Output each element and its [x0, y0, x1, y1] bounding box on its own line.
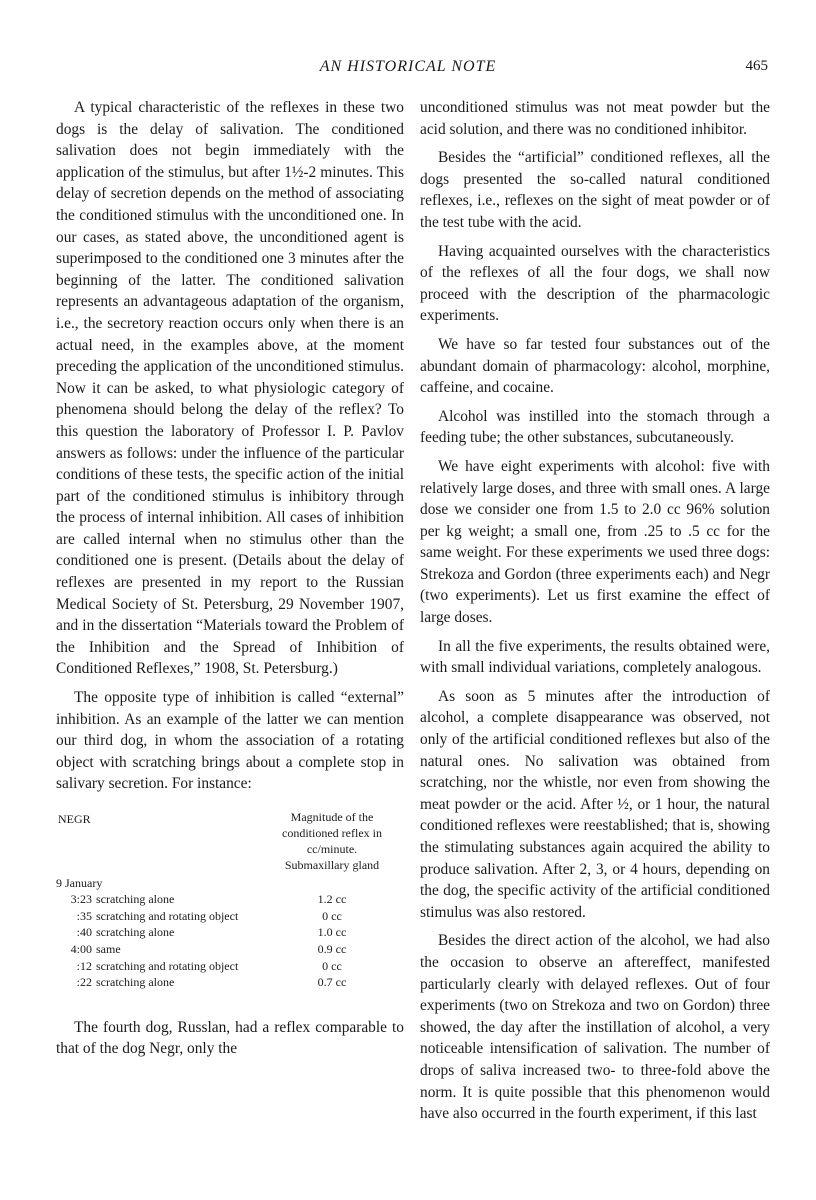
table-row: [56, 957, 404, 974]
table-cell-condition: scratching alone: [96, 892, 175, 907]
table-cell-condition: same: [96, 942, 121, 957]
table-date: 9 January: [56, 876, 103, 890]
table-row: [56, 974, 404, 991]
paragraph: The fourth dog, Russlan, had a reflex comparable to that of the dog Negr, only the: [56, 1018, 404, 1058]
paragraph: Besides the direct action of the alcohol, we had also the occasion to observe an aftereffect, manifested particularly clearly with delayed reflexes. Out of four experiments (two on Strekoza and two on Gordon) three showed, the day after the instillation of alcohol, a very noticeable intensification of salivation. The number of drops of saliva increased two- to three-fold above the norm. It is quite possible that this phenomenon would have also occurred in the fourth experiment, if this last: [420, 932, 770, 1123]
running-header: [0, 58, 816, 80]
table-cell-value: 0.9 cc: [317, 942, 347, 957]
table-cell-value: 0 cc: [322, 958, 342, 973]
left-column: [56, 97, 404, 1067]
table-cell-time: :40: [76, 925, 92, 940]
table-cell-value: 0 cc: [322, 908, 342, 923]
table-cell-condition: scratching alone: [96, 975, 175, 990]
running-title: AN HISTORICAL NOTE: [319, 58, 497, 75]
table-cell-value: 0.7 cc: [317, 975, 347, 990]
paragraph: A typical characteristic of the reflexes in these two dogs is the delay of salivation. The conditioned salivation does not begin immediately with the application of the stimulus, but after 1½-2 minutes. This delay of secretion depends on the method of associating the conditioned stimulus with the unconditioned one. In our cases, as stated above, the unconditioned agent is superimposed to the conditioned one 3 minutes after the beginning of the latter. The conditioned salivation represents an advantageous adaptation of the organism, i.e., the secretory reaction occurs only when there is an actual need, in the examples above, at the moment preceding the application of the unconditioned stimulus. Now it can be asked, to what physiologic category of phenomena should belong the delay of the reflex? To this question the laboratory of Professor I. P. Pavlov answers as follows: under the influence of the particular conditions of these tests, the specific action of the initial part of the conditioned stimulus is inhibitory through the process of internal inhibition. All cases of inhibition are called internal when no stimulus other than the conditioned one is present. (Details about the delay of reflexes are presented in my report to the Russian Medical Society of St. Petersburg, 29 November 1907, and in the dissertation “Materials toward the Problem of the Inhibition and the Spread of Inhibition of Conditioned Reflexes,” 1908, St. Petersburg.): [56, 99, 404, 678]
paragraph: The opposite type of inhibition is called “external” inhibition. As an example of the latter we can mention our third dog, in whom the association of a rotating object with scratching brings about a complete stop in salivary secretion. For instance:: [56, 689, 404, 793]
table-cell-time: 4:00: [70, 942, 92, 957]
table-cell-time: 3:23: [70, 892, 92, 907]
right-column: [420, 97, 770, 1132]
table-cell-value: 1.2 cc: [317, 892, 347, 907]
table-row: [56, 908, 404, 925]
page-number: 465: [745, 58, 768, 74]
table-row: [56, 941, 404, 958]
paragraph: We have eight experiments with alcohol: five with relatively large doses, and three with small ones. A large dose we consider one from 1.5 to 2.0 cc 96% solution per kg weight; a small one, from .25 to .5 cc for the same weight. For these experiments we used three dogs: Strekoza and Gordon (three experiments each) and Negr (two experiments). Let us first examine the effect of large doses.: [420, 457, 770, 627]
paragraph: Having acquainted ourselves with the characteristics of the reflexes of all the four dogs, we shall now proceed with the description of the pharmacologic experiments.: [420, 242, 770, 325]
paragraph: Alcohol was instilled into the stomach through a feeding tube; the other substances, subcutaneously.: [420, 407, 770, 447]
table-cell-condition: scratching alone: [96, 925, 175, 940]
paragraph: We have so far tested four substances out of the abundant domain of pharmacology: alcohol, morphine, caffeine, and cocaine.: [420, 335, 770, 397]
table-row: [56, 924, 404, 941]
table-cell-condition: scratching and rotating object: [96, 908, 239, 923]
table-cell-time: :22: [76, 975, 92, 990]
table-column-header: Magnitude of the conditioned reflex in cc/minute. Submaxillary gland: [282, 810, 382, 872]
table-cell-value: 1.0 cc: [317, 925, 347, 940]
table-cell-time: :35: [76, 908, 92, 923]
table-header: [56, 809, 404, 873]
paragraph: In all the five experiments, the results obtained were, with small individual variations, completely analogous.: [420, 637, 770, 677]
table-row: [56, 891, 404, 908]
table-cell-time: :12: [76, 958, 92, 973]
table-cell-condition: scratching and rotating object: [96, 958, 239, 973]
paragraph-continuation: unconditioned stimulus was not meat powder but the acid solution, and there was no conditioned inhibitor.: [420, 99, 770, 138]
paragraph: Besides the “artificial” conditioned reflexes, all the dogs presented the so-called natural conditioned reflexes, i.e., reflexes on the sight of meat powder or of the test tube with the acid.: [420, 149, 770, 231]
paragraph: As soon as 5 minutes after the introduction of alcohol, a complete disappearance was observed, not only of the artificial conditioned reflexes but also of the natural ones. No salivation was obtained from scratching, nor the whistle, nor even from showing the meat powder or the acid. After ½, or 1 hour, the natural conditioned reflexes were reestablished; that is, showing the stimulating substances again acquired the ability to produce salivation. After 2, 3, or 4 hours, depending on the dog, the specific activity of the artificial conditioned stimulus was also restored.: [420, 687, 770, 921]
table-label: NEGR: [58, 812, 91, 826]
data-table: [56, 809, 404, 991]
